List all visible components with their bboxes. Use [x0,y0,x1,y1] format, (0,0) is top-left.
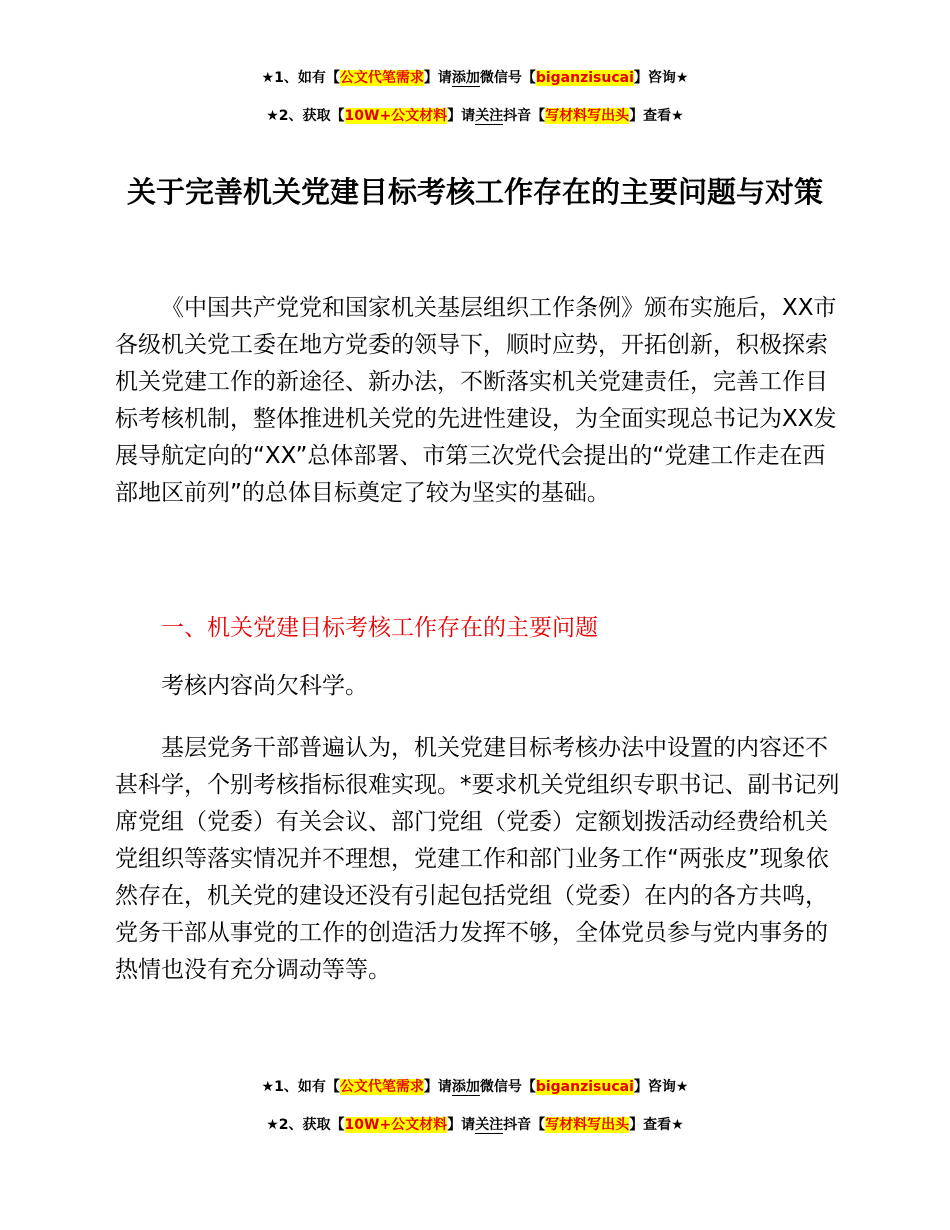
promo-text: 】查看★ [629,1117,684,1133]
promo-text: ★1、如有【 [261,70,340,86]
body-paragraph: 基层党务干部普遍认为，机关党建目标考核办法中设置的内容还不甚科学，个别考核指标很难实现。*要求机关党组织专职书记、副书记列席党组（党委）有关会议、部门党组（党委）定额划拨活动经费给机关党组织等落实情况并不理想，党建工作和部门业务工作“两张皮”现象依然存在，机关党的建设还没有引起包括党组（党委）在内的各方共鸣，党务干部从事党的工作的创造活力发挥不够，全体党员参与党内事务的热情也没有充分调动等等。 [115,735,840,983]
promo-text: 抖音【 [503,108,546,124]
promo-text: 】请 [447,108,476,124]
promo-douyin-name: 写材料写出头 [545,1117,630,1133]
promo-line-1-top [0,68,950,88]
promo-wechat-id: biganzisucai [535,1079,634,1095]
promo-highlight: 10W+公文材料 [344,1117,448,1133]
promo-text: 微信号【 [479,70,536,86]
promo-underlined: 关注 [475,1117,504,1133]
document-title: 关于完善机关党建目标考核工作存在的主要问题与对策 [126,175,823,209]
promo-underlined: 添加 [451,1079,480,1095]
promo-highlight: 公文代笔需求 [339,1079,424,1095]
promo-text: 抖音【 [503,1117,546,1133]
promo-text: 微信号【 [479,1079,536,1095]
promo-text: 】请 [447,1117,476,1133]
promo-text: ★2、获取【 [266,1117,345,1133]
promo-text: 】请 [423,70,452,86]
promo-douyin-name: 写材料写出头 [545,108,630,124]
promo-line-1-bottom [0,1077,950,1097]
promo-text: ★2、获取【 [266,108,345,124]
promo-highlight: 10W+公文材料 [344,108,448,124]
promo-text: ★1、如有【 [261,1079,340,1095]
promo-wechat-id: biganzisucai [535,70,634,86]
promo-text: 】查看★ [629,108,684,124]
promo-text: 】咨询★ [633,1079,689,1095]
promo-line-2-top [0,106,950,126]
promo-text: 】请 [423,1079,452,1095]
subheading-paragraph: 考核内容尚欠科学。 [161,673,368,699]
promo-underlined: 关注 [475,108,504,124]
promo-underlined: 添加 [451,70,480,86]
section-heading: 一、机关党建目标考核工作存在的主要问题 [161,615,598,641]
promo-highlight: 公文代笔需求 [339,70,424,86]
promo-line-2-bottom [0,1115,950,1135]
intro-paragraph: 《中国共产党党和国家机关基层组织工作条例》颁布实施后，XX市各级机关党工委在地方党委的领导下，顺时应势，开拓创新，积极探索机关党建工作的新途径、新办法，不断落实机关党建责任，完善工作目标考核机制，整体推进机关党的先进性建设，为全面实现总书记为XX发展导航定向的“XX”总体部署、市第三次党代会提出的“党建工作走在西部地区前列”的总体目标奠定了较为坚实的基础。 [115,295,837,506]
promo-text: 】咨询★ [633,70,689,86]
